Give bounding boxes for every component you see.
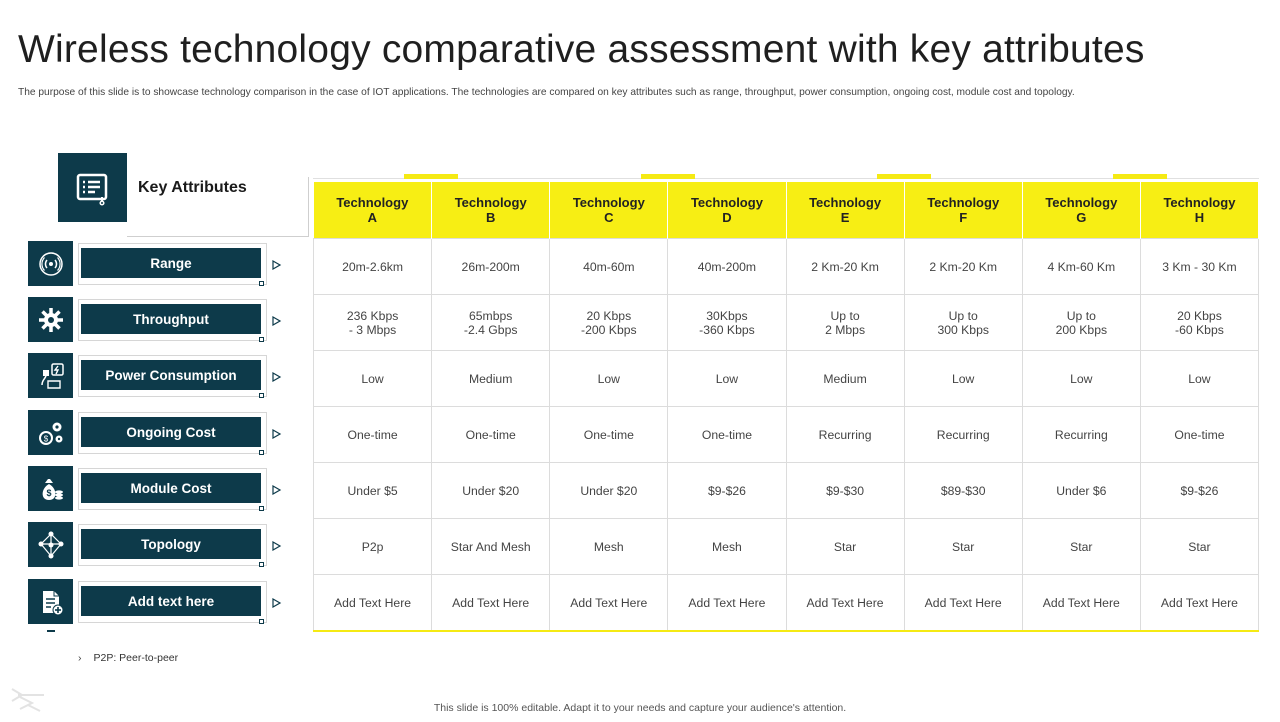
attribute-label-power-consumption: Power Consumption: [81, 360, 261, 390]
table-cell: 40m-200m: [668, 239, 786, 295]
accent-tab: [641, 174, 695, 179]
table-cell: Recurring: [904, 407, 1022, 463]
table-body: [314, 239, 1259, 632]
table-cell: Star: [904, 519, 1022, 575]
document-add-icon: [36, 587, 66, 617]
attribute-dot: [259, 281, 264, 286]
table-cell: 3 Km - 30 Km: [1140, 239, 1258, 295]
table-cell: One-time: [314, 407, 432, 463]
checklist-icon: [75, 170, 111, 206]
table-cell: 236 Kbps - 3 Mbps: [314, 295, 432, 351]
table-cell: 2 Km-20 Km: [786, 239, 904, 295]
table-cell: Mesh: [668, 519, 786, 575]
attribute-label-add-text-here: Add text here: [81, 586, 261, 616]
table-cell: 30Kbps -360 Kbps: [668, 295, 786, 351]
table-cell: Low: [550, 351, 668, 407]
chevron-right-icon: ›: [78, 652, 82, 664]
table-row: [314, 575, 1259, 632]
power-plug-icon: [36, 361, 66, 391]
table-cell: 26m-200m: [432, 239, 550, 295]
table-cell: Medium: [432, 351, 550, 407]
table-cell: Add Text Here: [1140, 575, 1258, 632]
table-cell: 65mbps -2.4 Gbps: [432, 295, 550, 351]
footnote-text: P2P: Peer-to-peer: [93, 652, 179, 664]
table-cell: Add Text Here: [314, 575, 432, 632]
table-cell: One-time: [668, 407, 786, 463]
table-cell: Recurring: [786, 407, 904, 463]
svg-text:$: $: [43, 434, 48, 443]
accent-tab: [404, 174, 458, 179]
attribute-label-throughput: Throughput: [81, 304, 261, 334]
accent-tab: [1113, 174, 1167, 179]
table-row: [314, 407, 1259, 463]
table-header-cell: Technology C: [550, 182, 668, 239]
table-cell: $9-$30: [786, 463, 904, 519]
page-subtitle: The purpose of this slide is to showcase technology comparison in the case of IOT applications. The technologies are compared on key attributes such as range, throughput, power consumption, ongoing cost, module cost and topology.: [18, 87, 1075, 98]
table-cell: 20 Kbps -60 Kbps: [1140, 295, 1258, 351]
attribute-dot: [259, 619, 264, 624]
table-cell: Add Text Here: [668, 575, 786, 632]
table-row: [314, 519, 1259, 575]
table-cell: $9-$26: [668, 463, 786, 519]
table-header-cell: Technology H: [1140, 182, 1258, 239]
table-header-cell: Technology B: [432, 182, 550, 239]
attribute-label-range: Range: [81, 248, 261, 278]
table-cell: Up to 200 Kbps: [1022, 295, 1140, 351]
table-cell: $89-$30: [904, 463, 1022, 519]
table-row: [314, 351, 1259, 407]
comparison-table: [313, 182, 1259, 632]
table-cell: 20 Kbps -200 Kbps: [550, 295, 668, 351]
comparison-table-wrap: [313, 182, 1259, 632]
table-cell: Mesh: [550, 519, 668, 575]
table-header-row: [314, 182, 1259, 239]
footnote: [78, 652, 178, 664]
table-row: [314, 463, 1259, 519]
table-cell: Low: [1022, 351, 1140, 407]
attribute-icon-box: [28, 466, 73, 511]
table-cell: Under $20: [432, 463, 550, 519]
table-row: [314, 295, 1259, 351]
table-cell: Recurring: [1022, 407, 1140, 463]
attribute-icon-box: [28, 353, 73, 398]
table-cell: Low: [314, 351, 432, 407]
table-cell: Add Text Here: [1022, 575, 1140, 632]
attribute-icon-box: [28, 579, 73, 624]
table-cell: Up to 2 Mbps: [786, 295, 904, 351]
table-cell: P2p: [314, 519, 432, 575]
watermark-logo: [8, 683, 48, 722]
table-cell: Low: [668, 351, 786, 407]
table-cell: Star: [1022, 519, 1140, 575]
table-cell: Under $20: [550, 463, 668, 519]
table-cell: Star And Mesh: [432, 519, 550, 575]
table-row: [314, 239, 1259, 295]
wireless-signal-icon: [36, 249, 66, 279]
table-cell: Medium: [786, 351, 904, 407]
table-cell: 4 Km-60 Km: [1022, 239, 1140, 295]
svg-text:$: $: [45, 487, 52, 498]
table-header-cell: Technology G: [1022, 182, 1140, 239]
table-header-cell: Technology A: [314, 182, 432, 239]
logo-icon: [8, 683, 48, 717]
table-cell: Under $5: [314, 463, 432, 519]
attribute-dot: [259, 393, 264, 398]
table-cell: Add Text Here: [550, 575, 668, 632]
table-header-cell: Technology E: [786, 182, 904, 239]
table-cell: 20m-2.6km: [314, 239, 432, 295]
table-cell: Add Text Here: [786, 575, 904, 632]
table-cell: Star: [786, 519, 904, 575]
attribute-label-ongoing-cost: Ongoing Cost: [81, 417, 261, 447]
connector-line: [308, 177, 309, 237]
attribute-dot: [259, 506, 264, 511]
key-attributes-icon-box: [58, 153, 127, 222]
money-bag-icon: [36, 474, 66, 504]
attribute-icon-box: [28, 241, 73, 286]
footer-note: This slide is 100% editable. Adapt it to your needs and capture your audience's attention.: [433, 702, 847, 714]
connector-line: [127, 236, 309, 237]
attribute-icon-box: [28, 297, 73, 342]
table-header-cell: Technology D: [668, 182, 786, 239]
network-icon: [36, 530, 66, 560]
table-cell: Star: [1140, 519, 1258, 575]
table-cell: Under $6: [1022, 463, 1140, 519]
page-title: Wireless technology comparative assessment with key attributes: [18, 28, 1145, 71]
attribute-icon-box: [28, 410, 73, 455]
gear-icon: [36, 305, 66, 335]
table-cell: Up to 300 Kbps: [904, 295, 1022, 351]
attribute-dot: [259, 450, 264, 455]
table-cell: 2 Km-20 Km: [904, 239, 1022, 295]
accent-tab: [877, 174, 931, 179]
table-cell: Add Text Here: [904, 575, 1022, 632]
table-cell: 40m-60m: [550, 239, 668, 295]
table-header-cell: Technology F: [904, 182, 1022, 239]
attribute-icon-box: [28, 522, 73, 567]
attribute-dot: [259, 337, 264, 342]
table-cell: One-time: [550, 407, 668, 463]
table-cell: Low: [904, 351, 1022, 407]
table-cell: One-time: [432, 407, 550, 463]
table-cell: Low: [1140, 351, 1258, 407]
attribute-label-module-cost: Module Cost: [81, 473, 261, 503]
table-cell: $9-$26: [1140, 463, 1258, 519]
cost-gears-icon: [36, 418, 66, 448]
divider: [47, 630, 55, 632]
attribute-dot: [259, 562, 264, 567]
key-attributes-label: Key Attributes: [138, 179, 247, 196]
table-cell: Add Text Here: [432, 575, 550, 632]
table-cell: One-time: [1140, 407, 1258, 463]
attribute-label-topology: Topology: [81, 529, 261, 559]
